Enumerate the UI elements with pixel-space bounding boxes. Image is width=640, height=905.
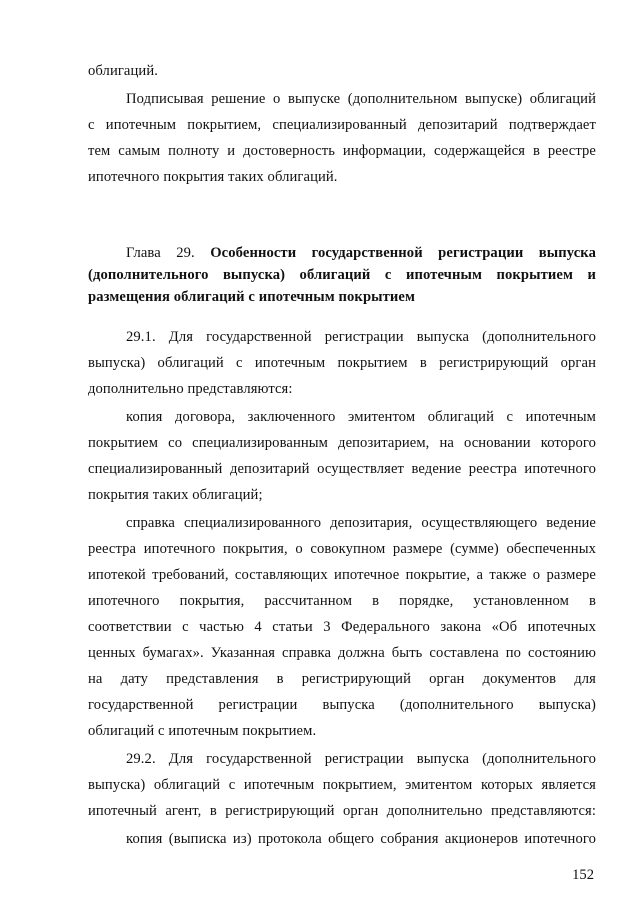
text-line: покрытия таких облигаций; [88,487,263,503]
text-line: облигаций. [88,63,158,79]
text-line: копия (выписка из) протокола общего собрания акционеров ипотечного [126,831,596,847]
chapter-heading-line: размещения облигаций с ипотечным покрытием [88,289,416,305]
text-line: покрытием со специализированным депозитарием, на основании которого [88,435,596,451]
text-line: реестра ипотечного покрытия, о совокупном размере (сумме) обеспеченных [88,541,596,557]
text-line: ипотекой требований, составляющих ипотечное покрытие, а также о размере [88,567,596,583]
chapter-heading-line: (дополнительного выпуска) облигаций с ипотечным покрытием и [88,267,596,283]
text-line: соответствии с частью 4 статьи 3 Федерального закона «Об ипотечных [88,619,596,635]
text-line: выпуска) облигаций с ипотечным покрытием в регистрирующий орган [88,355,596,371]
text-line: выпуска) облигаций с ипотечным покрытием, эмитентом которых является [88,777,596,793]
text-line: Подписывая решение о выпуске (дополнительном выпуске) облигаций [126,91,596,107]
text-line: государственной регистрации выпуска (дополнительного выпуска) [88,697,596,713]
chapter-heading-line [126,244,596,262]
text-line: облигаций с ипотечным покрытием. [88,723,317,739]
text-line: ценных бумагах». Указанная справка должна быть составлена по состоянию [88,645,596,661]
page-number: 152 [572,867,594,883]
text-line: дополнительно представляются: [88,381,293,397]
text-line: с ипотечным покрытием, специализированный депозитарий подтверждает [88,117,596,133]
text-line: справка специализированного депозитария, осуществляющего ведение [126,515,596,531]
text-line: ипотечного покрытия, рассчитанном в порядке, установленном в [88,593,596,609]
chapter-title: Особенности государственной регистрации выпуска [210,245,596,261]
text-line: копия договора, заключенного эмитентом облигаций с ипотечным [126,409,596,425]
text-line: специализированный депозитарий осуществляет ведение реестра ипотечного [88,461,596,477]
text-line: 29.2. Для государственной регистрации выпуска (дополнительного [126,751,596,767]
chapter-number: Глава 29. [126,245,195,261]
text-line: ипотечного покрытия таких облигаций. [88,169,338,185]
text-line: 29.1. Для государственной регистрации выпуска (дополнительного [126,329,596,345]
text-line: ипотечный агент, в регистрирующий орган дополнительно представляются: [88,803,596,819]
text-line: на дату представления в регистрирующий орган документов для [88,671,596,687]
text-line: тем самым полноту и достоверность информации, содержащейся в реестре [88,143,596,159]
